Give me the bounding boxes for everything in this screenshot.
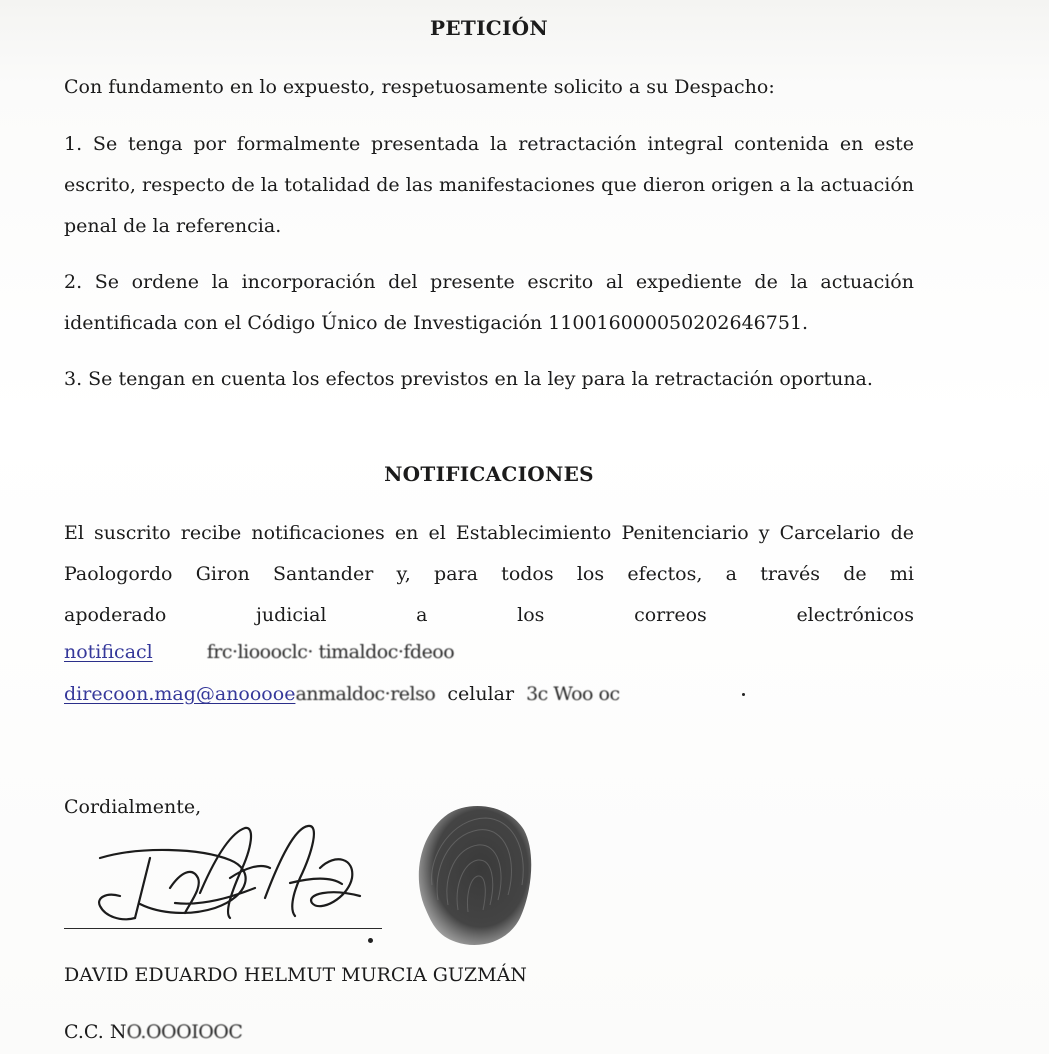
word: correos: [634, 604, 707, 626]
peticion-item-text: 3. Se tengan en cuenta los efectos previstos en la ley para la retractación oportuna.: [64, 368, 873, 390]
redacted-email-2: anmaldoc·relso: [295, 683, 436, 705]
word: judicial: [256, 604, 327, 626]
closing-salutation: Cordialmente,: [64, 796, 202, 818]
notificaciones-last-line: [64, 595, 914, 636]
peticion-item-text: 2. Se ordene la incorporación del presente escrito al expediente de la actuación identificada con el Código Único de Investigación 110016000050202646751.: [64, 271, 914, 334]
notificaciones-paragraph: El suscrito recibe notificaciones en el Establecimiento Penitenciario y Carcelario de Paologordo Giron Santander y, para todos los efectos, a través de mi: [64, 522, 914, 585]
word: apoderado: [64, 604, 167, 626]
section-heading-peticion: PETICIÓN: [430, 16, 548, 40]
email-2-text: direcoon.mag@anooooe: [64, 683, 296, 705]
signature-line: [64, 928, 382, 929]
signer-name: DAVID EDUARDO HELMUT MURCIA GUZMÁN: [64, 964, 527, 986]
email-link-2[interactable]: [64, 683, 435, 705]
handwritten-signature: [80, 818, 380, 933]
word: a: [416, 604, 428, 626]
peticion-item-3: [64, 359, 914, 400]
redacted-id-number: O.OOOIOOC: [126, 1021, 243, 1043]
email-line-2: [64, 683, 620, 705]
word: los: [517, 604, 545, 626]
peticion-item-1: [64, 124, 914, 247]
peticion-item-text: 1. Se tenga por formalmente presentada la retractación integral contenida en este escrito, respecto de la totalidad de las manifestaciones que dieron origen a la actuación penal de la referencia.: [64, 133, 914, 237]
ink-dot: [742, 693, 745, 696]
signer-id: [64, 1021, 242, 1043]
phone-label: celular: [447, 683, 515, 705]
notificaciones-body: [64, 513, 914, 636]
redacted-phone: 3c Woo oc: [526, 683, 620, 705]
peticion-body: [64, 67, 914, 108]
ink-dot: [368, 938, 373, 943]
peticion-item-2: [64, 262, 914, 344]
peticion-intro: Con fundamento en lo expuesto, respetuosamente solicito a su Despacho:: [64, 76, 775, 98]
section-heading-notificaciones: NOTIFICACIONES: [384, 462, 594, 486]
id-label: C.C. N: [64, 1021, 127, 1043]
fingerprint-mark: [408, 800, 534, 950]
word: electrónicos: [796, 604, 914, 626]
redacted-email-1: frc·lioooclc· timaldoc·fdeoo: [206, 641, 455, 663]
email-1-text: notificacl: [64, 641, 153, 663]
email-line-1: [64, 641, 454, 663]
email-link-1[interactable]: [64, 641, 454, 663]
